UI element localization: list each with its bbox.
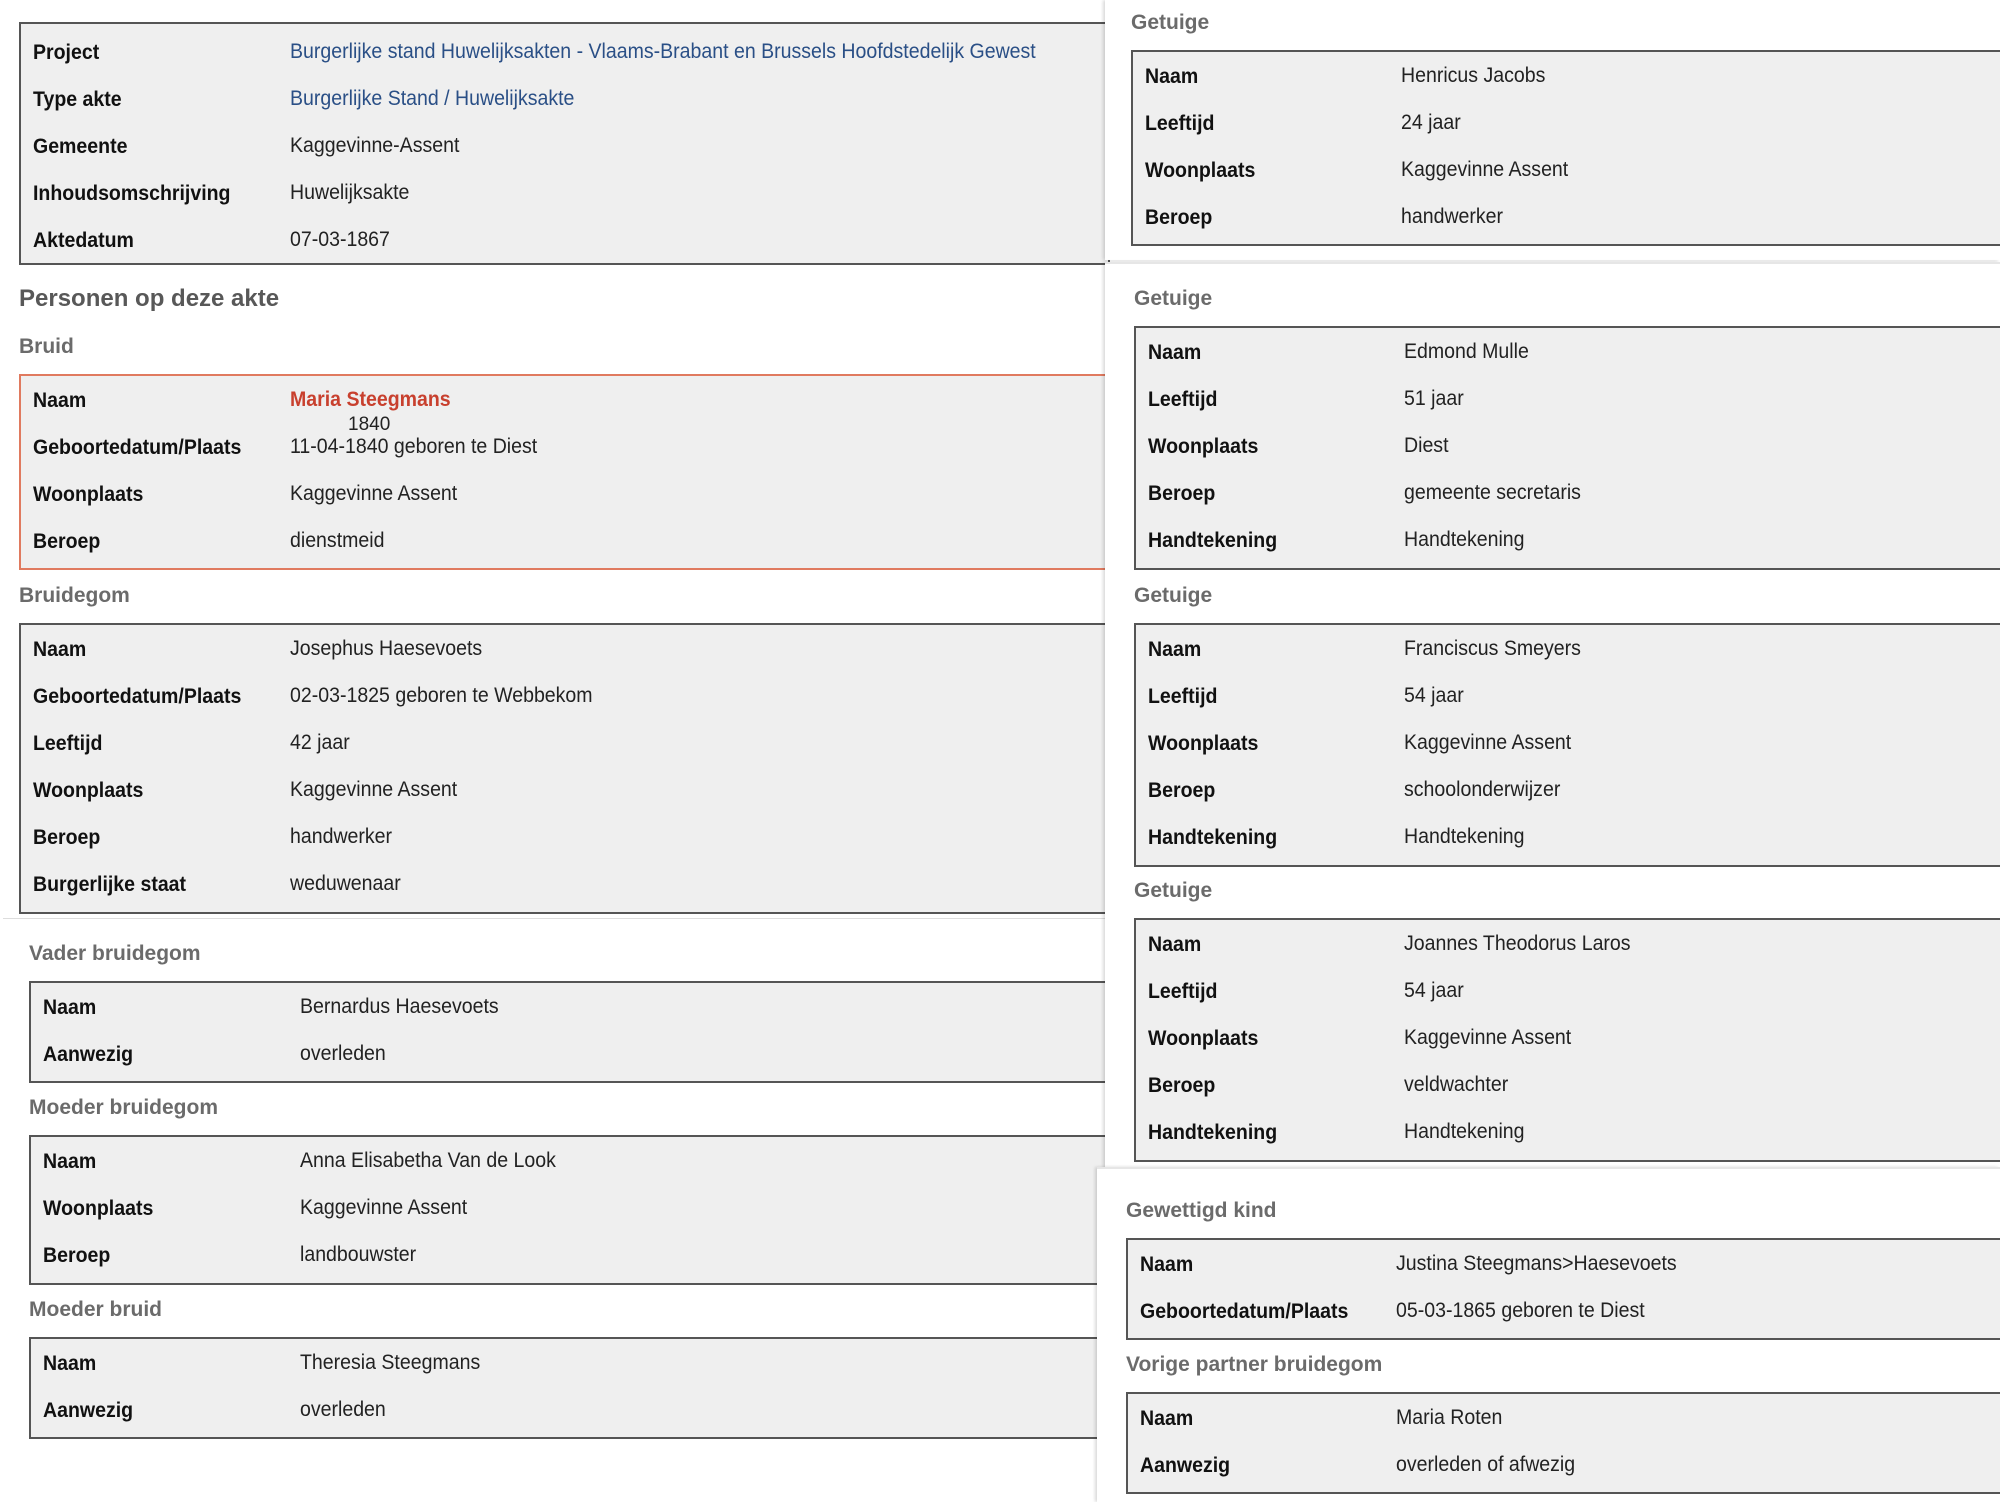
moeder-bruidegom-naam-label: Naam — [43, 1150, 97, 1173]
moeder-bruid-aanwezig-label: Aanwezig — [43, 1399, 134, 1422]
vader-bruidegom-title: Vader bruidegom — [29, 942, 201, 965]
vader-aanwezig-label: Aanwezig — [43, 1043, 134, 1066]
type-akte-label: Type akte — [33, 88, 122, 111]
vorige-partner-box — [1126, 1392, 2000, 1494]
bruidegom-woonplaats-value: Kaggevinne Assent — [290, 778, 458, 801]
inhoud-label: Inhoudsomschrijving — [33, 182, 231, 205]
getuige-3-box — [1134, 623, 2000, 867]
bruidegom-title: Bruidegom — [19, 584, 130, 607]
bruid-title: Bruid — [19, 335, 74, 358]
getuige-4-beroep-label: Beroep — [1148, 1074, 1216, 1097]
gewettigd-kind-title: Gewettigd kind — [1126, 1199, 1277, 1222]
getuige-4-box — [1134, 918, 2000, 1162]
bruidegom-naam-label: Naam — [33, 638, 87, 661]
getuige-1-woonplaats-label: Woonplaats — [1145, 159, 1256, 182]
bruid-beroep-label: Beroep — [33, 530, 101, 553]
gemeente-label: Gemeente — [33, 135, 128, 158]
project-link[interactable]: Burgerlijke stand Huwelijksakten - Vlaams-Brabant en Brussels Hoofdstedelijk Gewest — [290, 40, 1036, 63]
getuige-3-naam-label: Naam — [1148, 638, 1202, 661]
gemeente-value: Kaggevinne-Assent — [290, 134, 460, 157]
getuige-3-woonplaats-label: Woonplaats — [1148, 732, 1259, 755]
getuige-2-woonplaats-value: Diest — [1404, 434, 1449, 457]
bruidegom-leeftijd-label: Leeftijd — [33, 732, 103, 755]
moeder-bruidegom-woonplaats-label: Woonplaats — [43, 1197, 154, 1220]
moeder-bruidegom-box — [29, 1135, 1108, 1285]
getuige-4-leeftijd-value: 54 jaar — [1404, 979, 1464, 1002]
getuige-1-beroep-label: Beroep — [1145, 206, 1213, 229]
getuige-4-title: Getuige — [1134, 879, 1213, 902]
moeder-bruidegom-title: Moeder bruidegom — [29, 1096, 219, 1119]
getuige-1-naam-value: Henricus Jacobs — [1401, 64, 1546, 87]
kind-partner-panel — [1097, 1167, 2000, 1502]
bruid-geboorte-label: Geboortedatum/Plaats — [33, 436, 242, 459]
getuige-2-woonplaats-label: Woonplaats — [1148, 435, 1259, 458]
moeder-bruidegom-naam-value: Anna Elisabetha Van de Look — [300, 1149, 556, 1172]
getuige-4-woonplaats-label: Woonplaats — [1148, 1027, 1259, 1050]
getuige-4-naam-label: Naam — [1148, 933, 1202, 956]
getuige-1-title: Getuige — [1131, 11, 1210, 34]
vader-naam-value: Bernardus Haesevoets — [300, 995, 499, 1018]
project-label: Project — [33, 41, 100, 64]
getuige-2-handtekening-value: Handtekening — [1404, 528, 1525, 551]
getuige-1-leeftijd-value: 24 jaar — [1401, 111, 1461, 134]
getuige-2-title: Getuige — [1134, 287, 1213, 310]
moeder-bruid-box — [29, 1337, 1108, 1439]
moeder-bruidegom-beroep-value: landbouwster — [300, 1243, 417, 1266]
bruidegom-leeftijd-value: 42 jaar — [290, 731, 350, 754]
bruidegom-beroep-label: Beroep — [33, 826, 101, 849]
moeder-bruidegom-beroep-label: Beroep — [43, 1244, 111, 1267]
aktedatum-label: Aktedatum — [33, 229, 134, 252]
bruidegom-geboorte-label: Geboortedatum/Plaats — [33, 685, 242, 708]
kind-naam-value: Justina Steegmans>Haesevoets — [1396, 1252, 1677, 1275]
bruidegom-staat-value: weduwenaar — [290, 872, 401, 895]
lower-left-panel — [3, 918, 1108, 1501]
bruid-geboorte-value: 11-04-1840 geboren te Diest — [290, 435, 538, 458]
partner-aanwezig-label: Aanwezig — [1140, 1454, 1231, 1477]
bruid-beroep-value: dienstmeid — [290, 529, 385, 552]
partner-naam-value: Maria Roten — [1396, 1406, 1503, 1429]
bruidegom-woonplaats-label: Woonplaats — [33, 779, 144, 802]
getuige-2-leeftijd-value: 51 jaar — [1404, 387, 1464, 410]
getuige-3-handtekening-label: Handtekening — [1148, 826, 1278, 849]
getuige-3-title: Getuige — [1134, 584, 1213, 607]
inhoud-value: Huwelijksakte — [290, 181, 410, 204]
kind-geboorte-label: Geboortedatum/Plaats — [1140, 1300, 1349, 1323]
bruidegom-staat-label: Burgerlijke staat — [33, 873, 187, 896]
moeder-bruid-aanwezig-value: overleden — [300, 1398, 386, 1421]
bruid-woonplaats-value: Kaggevinne Assent — [290, 482, 458, 505]
getuige-2-beroep-label: Beroep — [1148, 482, 1216, 505]
getuige-4-beroep-value: veldwachter — [1404, 1073, 1509, 1096]
getuige-3-naam-value: Franciscus Smeyers — [1404, 637, 1581, 660]
getuige-4-leeftijd-label: Leeftijd — [1148, 980, 1218, 1003]
bruidegom-box — [19, 623, 1110, 914]
getuigen-panel — [1105, 262, 2000, 1169]
moeder-bruid-naam-value: Theresia Steegmans — [300, 1351, 481, 1374]
bruid-naam-label: Naam — [33, 389, 87, 412]
moeder-bruidegom-woonplaats-value: Kaggevinne Assent — [300, 1196, 468, 1219]
moeder-bruid-title: Moeder bruid — [29, 1298, 163, 1321]
kind-naam-label: Naam — [1140, 1253, 1194, 1276]
getuige-3-handtekening-value: Handtekening — [1404, 825, 1525, 848]
getuige-3-leeftijd-label: Leeftijd — [1148, 685, 1218, 708]
getuige-1-box — [1131, 50, 2000, 246]
getuige-2-box — [1134, 326, 2000, 570]
vader-bruidegom-box — [29, 981, 1108, 1083]
getuige-4-handtekening-label: Handtekening — [1148, 1121, 1278, 1144]
aktedatum-value: 07-03-1867 — [290, 228, 390, 251]
vader-naam-label: Naam — [43, 996, 97, 1019]
partner-naam-label: Naam — [1140, 1407, 1194, 1430]
getuige-3-beroep-value: schoolonderwijzer — [1404, 778, 1561, 801]
bruidegom-geboorte-value: 02-03-1825 geboren te Webbekom — [290, 684, 593, 707]
getuige-2-handtekening-label: Handtekening — [1148, 529, 1278, 552]
type-akte-link[interactable]: Burgerlijke Stand / Huwelijksakte — [290, 87, 575, 110]
vader-aanwezig-value: overleden — [300, 1042, 386, 1065]
getuige-1-leeftijd-label: Leeftijd — [1145, 112, 1215, 135]
partner-aanwezig-value: overleden of afwezig — [1396, 1453, 1576, 1476]
bruidegom-naam-value: Josephus Haesevoets — [290, 637, 483, 660]
getuige-2-naam-label: Naam — [1148, 341, 1202, 364]
getuige-2-naam-value: Edmond Mulle — [1404, 340, 1529, 363]
getuige-3-leeftijd-value: 54 jaar — [1404, 684, 1464, 707]
getuige-4-handtekening-value: Handtekening — [1404, 1120, 1525, 1143]
akte-info-box — [19, 22, 1110, 265]
getuige-4-naam-value: Joannes Theodorus Laros — [1404, 932, 1631, 955]
getuige-3-beroep-label: Beroep — [1148, 779, 1216, 802]
getuige-1-naam-label: Naam — [1145, 65, 1199, 88]
getuige-2-beroep-value: gemeente secretaris — [1404, 481, 1581, 504]
vorige-partner-title: Vorige partner bruidegom — [1126, 1353, 1383, 1376]
bruidegom-beroep-value: handwerker — [290, 825, 393, 848]
getuige-3-woonplaats-value: Kaggevinne Assent — [1404, 731, 1572, 754]
getuige-2-leeftijd-label: Leeftijd — [1148, 388, 1218, 411]
moeder-bruid-naam-label: Naam — [43, 1352, 97, 1375]
gewettigd-kind-box — [1126, 1238, 2000, 1340]
bruid-naam-value: Maria Steegmans — [290, 388, 451, 411]
bruid-woonplaats-label: Woonplaats — [33, 483, 144, 506]
getuige-1-woonplaats-value: Kaggevinne Assent — [1401, 158, 1569, 181]
getuige-4-woonplaats-value: Kaggevinne Assent — [1404, 1026, 1572, 1049]
getuige-1-beroep-value: handwerker — [1401, 205, 1504, 228]
personen-title: Personen op deze akte — [19, 285, 280, 312]
bruid-box — [19, 374, 1110, 570]
getuige-1-panel — [1105, 0, 2000, 260]
kind-geboorte-value: 05-03-1865 geboren te Diest — [1396, 1299, 1645, 1322]
birth-year-correction: 1840 — [348, 414, 391, 435]
